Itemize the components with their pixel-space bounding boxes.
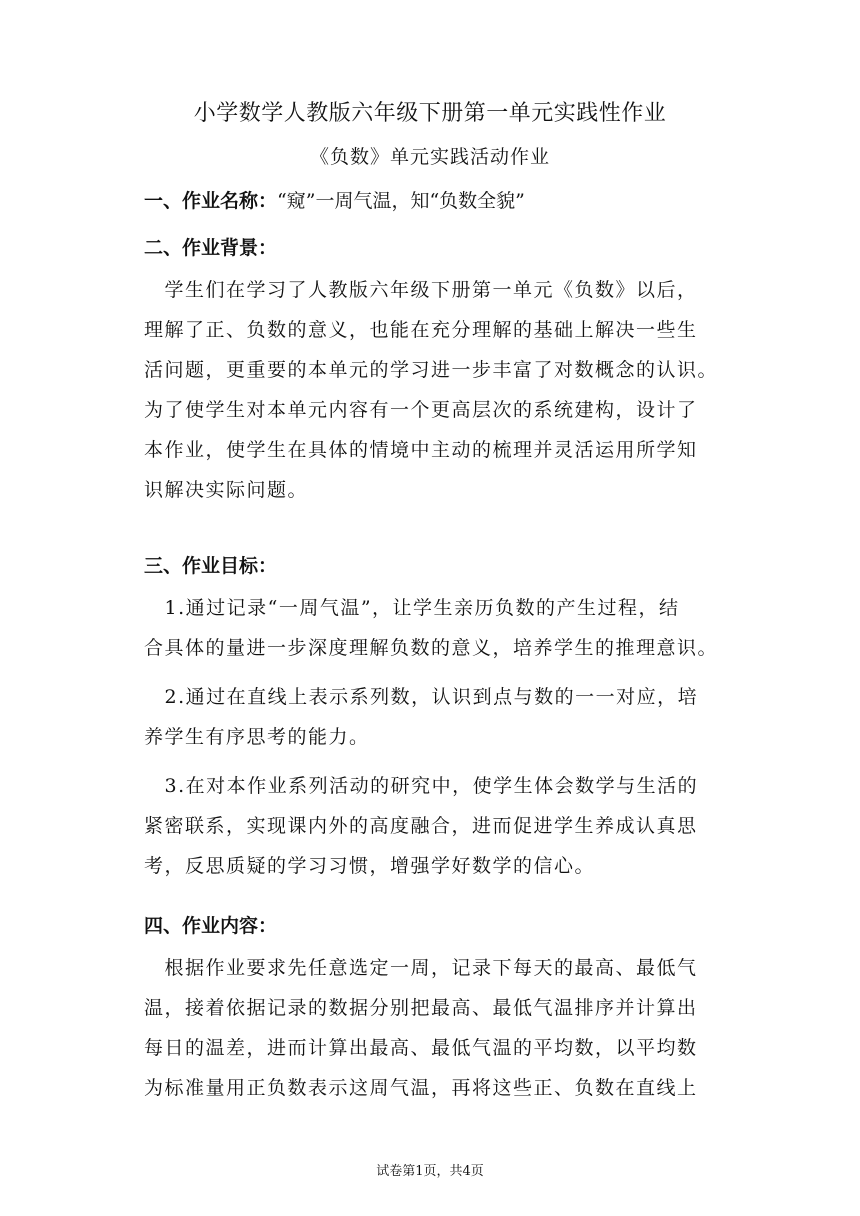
goal-1-paragraph	[144, 588, 719, 668]
paragraph-line: 理解了正、负数的意义，也能在充分理解的基础上解决一些生	[144, 319, 698, 341]
section-3-heading: 三、作业目标：	[144, 555, 278, 577]
paragraph-line: 为了使学生对本单元内容有一个更高层次的系统建构，设计了	[144, 399, 698, 421]
paragraph-line: 识解决实际问题。	[144, 479, 309, 501]
paragraph-line: 根据作业要求先任意选定一周，记录下每天的最高、最低气	[144, 957, 698, 979]
page-footer: 试卷第1页，共4页	[376, 1164, 484, 1179]
paragraph-line: 紧密联系，实现课内外的高度融合，进而促进学生养成认真思	[144, 815, 698, 837]
paragraph-line: 考，反思质疑的学习习惯，增强学好数学的信心。	[144, 855, 596, 877]
goal-2-paragraph	[144, 677, 716, 757]
section-4-heading: 四、作业内容：	[144, 915, 278, 937]
paragraph-line: 1.通过记录“一周气温”，让学生亲历负数的产生过程，结	[144, 597, 680, 619]
paragraph-line: 活问题，更重要的本单元的学习进一步丰富了对数概念的认识。	[144, 359, 719, 381]
paragraph-line: 为标准量用正负数表示这周气温，再将这些正、负数在直线上	[144, 1077, 698, 1099]
document-title: 小学数学人教版六年级下册第一单元实践性作业	[193, 101, 667, 126]
section-1-heading-label: 一、作业名称：	[144, 190, 278, 212]
section-1-heading	[144, 186, 525, 213]
paragraph-line: 养学生有序思考的能力。	[144, 726, 370, 748]
section-4-paragraph	[144, 948, 716, 1108]
paragraph-line: 3.在对本作业系列活动的研究中，使学生体会数学与生活的	[144, 775, 699, 797]
paragraph-line: 合具体的量进一步深度理解负数的意义，培养学生的推理意识。	[144, 637, 719, 659]
goal-3-paragraph	[144, 766, 716, 886]
section-2-heading: 二、作业背景：	[144, 237, 278, 259]
paragraph-line: 本作业，使学生在具体的情境中主动的梳理并灵活运用所学知	[144, 439, 698, 461]
section-1-value: “窥”一周气温，知“负数全貌”	[277, 190, 525, 212]
paragraph-line: 2.通过在直线上表示系列数，认识到点与数的一一对应，培	[144, 686, 699, 708]
paragraph-line: 每日的温差，进而计算出最高、最低气温的平均数，以平均数	[144, 1037, 698, 1059]
section-2-paragraph	[144, 270, 719, 510]
document-subtitle: 《负数》单元实践活动作业	[309, 146, 550, 168]
paragraph-line: 温，接着依据记录的数据分别把最高、最低气温排序并计算出	[144, 997, 698, 1019]
paragraph-line: 学生们在学习了人教版六年级下册第一单元《负数》以后，	[144, 279, 698, 301]
